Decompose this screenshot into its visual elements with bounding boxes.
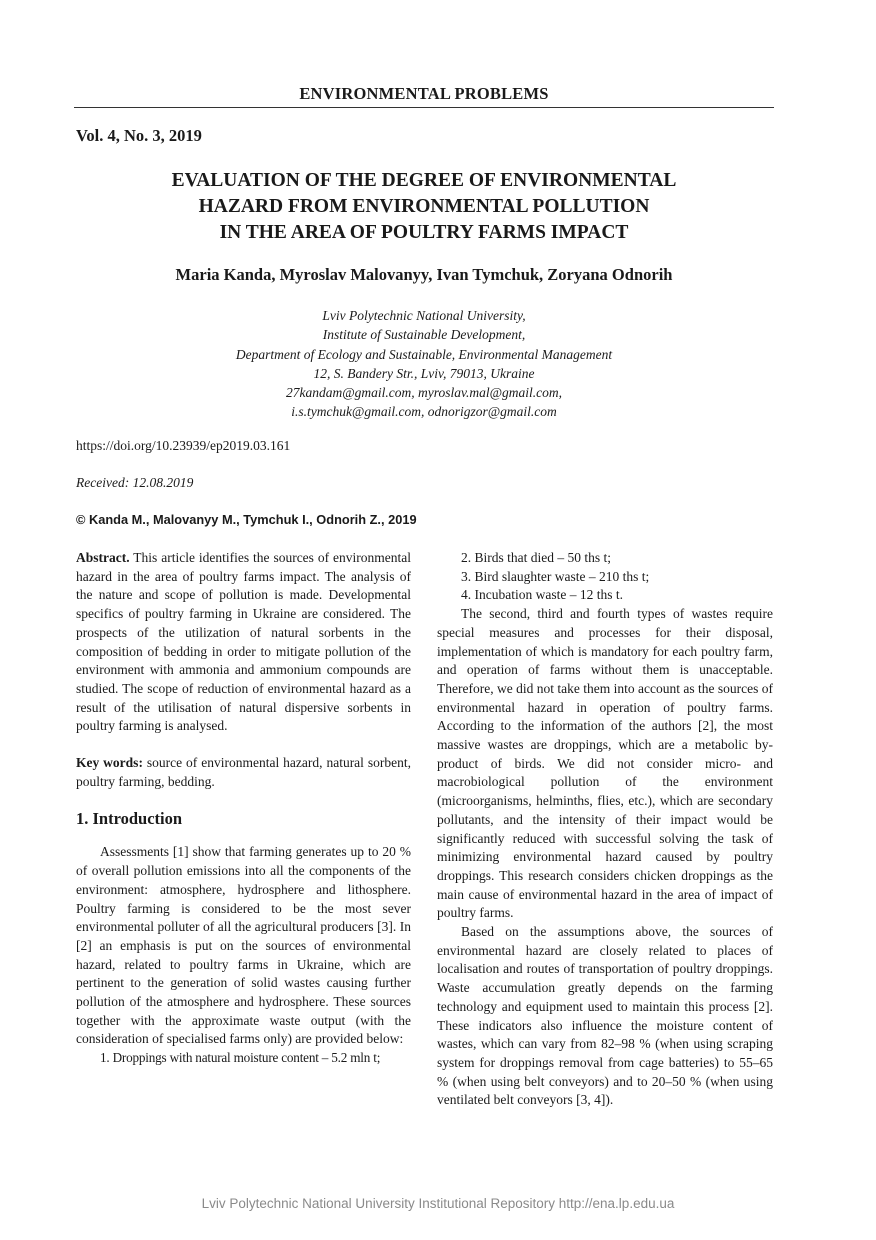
received-date: Received: 12.08.2019	[76, 475, 194, 490]
author-list: Maria Kanda, Myroslav Malovanyy, Ivan Tymchuk, Zoryana Odnorih	[175, 265, 673, 284]
keywords-paragraph	[76, 754, 411, 791]
body-paragraph: Based on the assumptions above, the sources of environmental hazard are closely related to places of localisation and routes of transportation of poultry droppings. Waste accumulation greatly depends on the farming technology and equipment used to maintain this process [2]. These indicators also influence the moisture content of wastes, which can vary from 82–98 % (when using scraping system for droppings removal from cage batteries) to 55–65 % (when using belt conveyors) and to 20–50 % (when using ventilated belt conveyors [3, 4]).	[437, 924, 773, 1108]
email-line: 27kandam@gmail.com, myroslav.mal@gmail.com,	[285, 385, 563, 401]
email-line: i.s.tymchuk@gmail.com, odnorigzor@gmail.com	[291, 404, 557, 420]
doi-link[interactable]: https://doi.org/10.23939/ep2019.03.161	[76, 438, 291, 453]
affiliation-line: 12, S. Bandery Str., Lviv, 79013, Ukraine	[313, 365, 535, 381]
running-head: ENVIRONMENTAL PROBLEMS	[299, 84, 549, 103]
affiliation-line: Institute of Sustainable Development,	[322, 327, 526, 343]
abstract-paragraph	[76, 549, 411, 736]
title-line-3: IN THE AREA OF POULTRY FARMS IMPACT	[219, 222, 629, 243]
list-item: 3. Bird slaughter waste – 210 ths t;	[461, 568, 650, 584]
keywords-text: source of environmental hazard, natural sorbent, poultry farming, bedding.	[76, 755, 411, 789]
repository-footer: Lviv Polytechnic National University Institutional Repository http://ena.lp.edu.ua	[201, 1196, 675, 1211]
list-item: 1. Droppings with natural moisture content – 5.2 mln t;	[100, 1050, 381, 1066]
affiliation-block	[74, 306, 774, 422]
abstract-label: Abstract.	[76, 550, 130, 565]
article-title	[74, 168, 774, 246]
list-item: 2. Birds that died – 50 ths t;	[461, 550, 611, 565]
keywords-label: Key words:	[76, 755, 143, 771]
right-column	[437, 549, 773, 1110]
left-column	[76, 549, 411, 1068]
section-heading-introduction: 1. Introduction	[76, 809, 183, 829]
list-item: 4. Incubation waste – 12 ths t.	[461, 587, 623, 603]
title-line-2: HAZARD FROM ENVIRONMENTAL POLLUTION	[198, 196, 650, 217]
header-rule	[74, 107, 774, 108]
intro-paragraph: Assessments [1] show that farming generates up to 20 % of overall pollution emissions into all the components of the environment: atmosphere, hydrosphere and lithosphere. Poultry farming is considered to be the most sever environmental polluter of all the agricultural producers [3]. In [2] an emphasis is put on the sources of environmental hazard, related to poultry farms in Ukraine, which are pertinent to the generation of solid wastes causing further pollution of the atmosphere and hydrosphere. These sources together with the approximate waste output (with the consideration of specialised farms only) are provided below:	[76, 844, 411, 1047]
affiliation-line: Lviv Polytechnic National University,	[322, 308, 526, 323]
affiliation-line: Department of Ecology and Sustainable, Environmental Management	[235, 346, 613, 362]
abstract-text: This article identifies the sources of environmental hazard in the area of poultry farms impact. The analysis of the nature and scope of pollution is made. Developmental specifics of poultry farming in Ukraine are considered. The prospects of the utilization of natural sorbents in the composition of bedding in order to mitigate pollution of the environment with ammonia and ammonium compounds are studied. The scope of reduction of environmental hazard as a result of the utilisation of natural dispersive sorbents in poultry farming is analysed.	[76, 550, 411, 734]
title-line-1: EVALUATION OF THE DEGREE OF ENVIRONMENTAL	[171, 170, 677, 191]
copyright-notice: © Kanda M., Malovanyy M., Tymchuk I., Odnorih Z., 2019	[76, 512, 417, 527]
body-paragraph: The second, third and fourth types of wastes require special measures and processes for their disposal, implementation of which is mandatory for each poultry farm, and operation of farms without them is unacceptable. Therefore, we did not take them into account as the sources of environmental hazard in operation of poultry farms. According to the information of the authors [2], the most massive wastes are droppings, which are a metabolic by-product of birds. We did not consider micro- and macrobiological pollution of the environment (microorganisms, helminths, flies, etc.), which are secondary pollutants, and the intensity of their impact would be significantly reduced with successful solving the task of minimizing environmental hazard caused by poultry droppings. This research considers chicken droppings as the main cause of environmental hazard in the area of impact of poultry farms.	[437, 606, 773, 921]
volume-info: Vol. 4, No. 3, 2019	[76, 126, 202, 145]
